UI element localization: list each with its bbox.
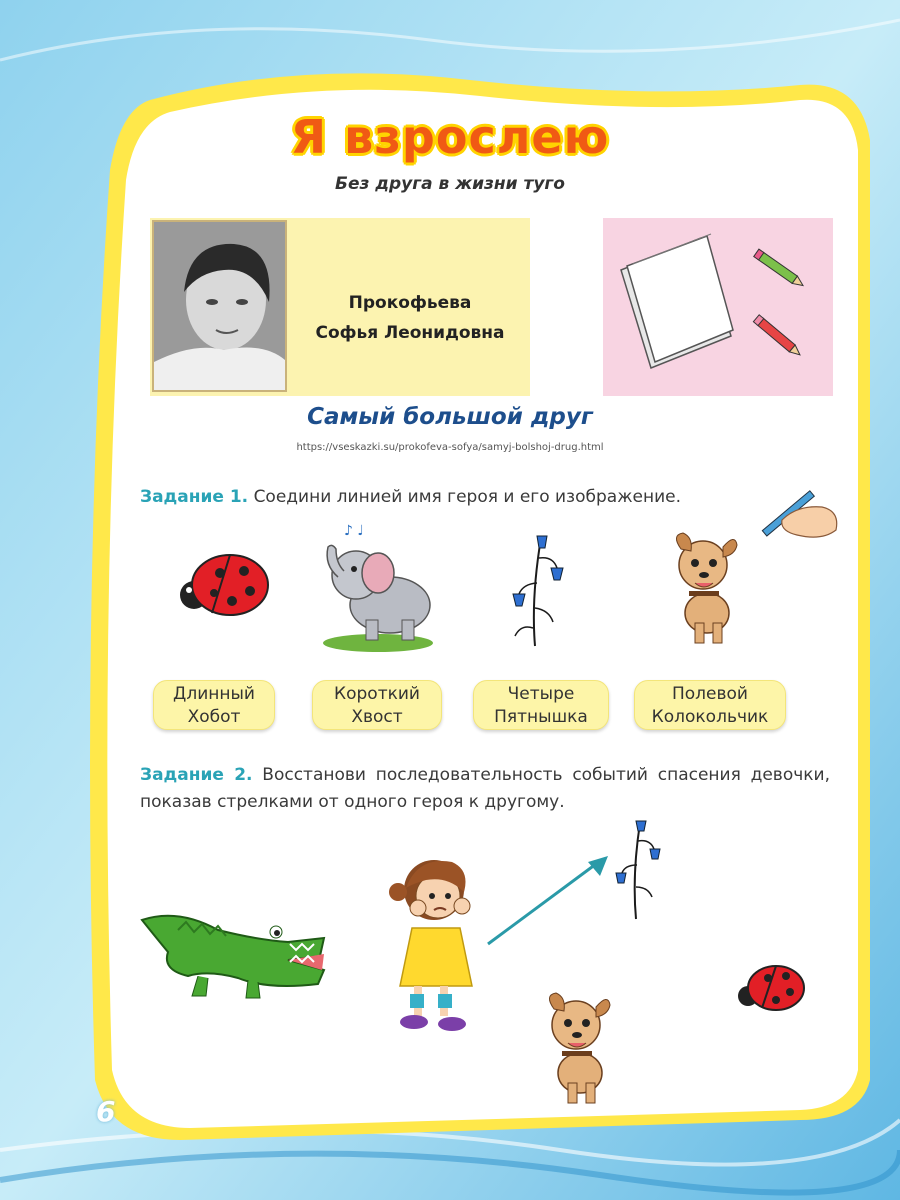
hand-writing-icon xyxy=(752,475,842,545)
page-title: Я взрослею xyxy=(290,110,610,164)
author-photo xyxy=(152,220,287,392)
task1-instruction xyxy=(140,484,780,511)
crocodile-icon xyxy=(138,900,328,1000)
puppy-icon xyxy=(538,985,618,1105)
word-card[interactable] xyxy=(473,680,609,730)
word-card-line: Пятнышка xyxy=(494,707,588,727)
puppy-icon xyxy=(665,525,745,645)
elephant-icon xyxy=(318,515,438,655)
author-given-names: Софья Леонидовна xyxy=(315,323,505,343)
arrow-icon xyxy=(484,850,614,950)
girl-icon xyxy=(378,848,488,1038)
task2-instruction xyxy=(140,762,830,816)
pencil-icon xyxy=(754,249,806,289)
bluebell-icon xyxy=(610,815,665,920)
word-card-line: Длинный xyxy=(173,684,255,704)
word-card-line: Хобот xyxy=(187,707,241,727)
notebook-icon xyxy=(621,234,733,368)
word-card[interactable] xyxy=(153,680,275,730)
ladybug-icon xyxy=(172,545,272,625)
author-surname: Прокофьева xyxy=(348,293,472,313)
pencil-icon xyxy=(753,315,802,359)
task1-text: Соедини линией имя героя и его изображение. xyxy=(253,487,681,507)
task2-text: Восстанови последовательность событий спасения девочки, показав стрелками от одного героя к другому. xyxy=(140,765,830,812)
author-name xyxy=(300,288,520,348)
page-number: 6 xyxy=(96,1095,116,1128)
task1-label: Задание 1. xyxy=(140,487,249,507)
task2-label: Задание 2. xyxy=(140,765,253,785)
bluebell-icon xyxy=(505,528,570,648)
word-card-line: Хвост xyxy=(351,707,403,727)
svg-text:♪ ♩: ♪ ♩ xyxy=(344,523,364,539)
word-card[interactable] xyxy=(634,680,786,730)
word-card-line: Колокольчик xyxy=(651,707,769,727)
story-url[interactable]: https://vseskazki.su/prokofeva-sofya/samyj-bolshoj-drug.html xyxy=(296,442,604,453)
word-card-line: Полевой xyxy=(672,684,748,704)
notebook-card xyxy=(603,218,833,396)
ladybug-icon xyxy=(732,958,807,1018)
word-card[interactable] xyxy=(312,680,442,730)
word-card-line: Четыре xyxy=(507,684,575,704)
word-card-line: Короткий xyxy=(334,684,420,704)
page-subtitle: Без друга в жизни туго xyxy=(335,174,565,194)
story-title: Самый большой друг xyxy=(307,404,593,430)
